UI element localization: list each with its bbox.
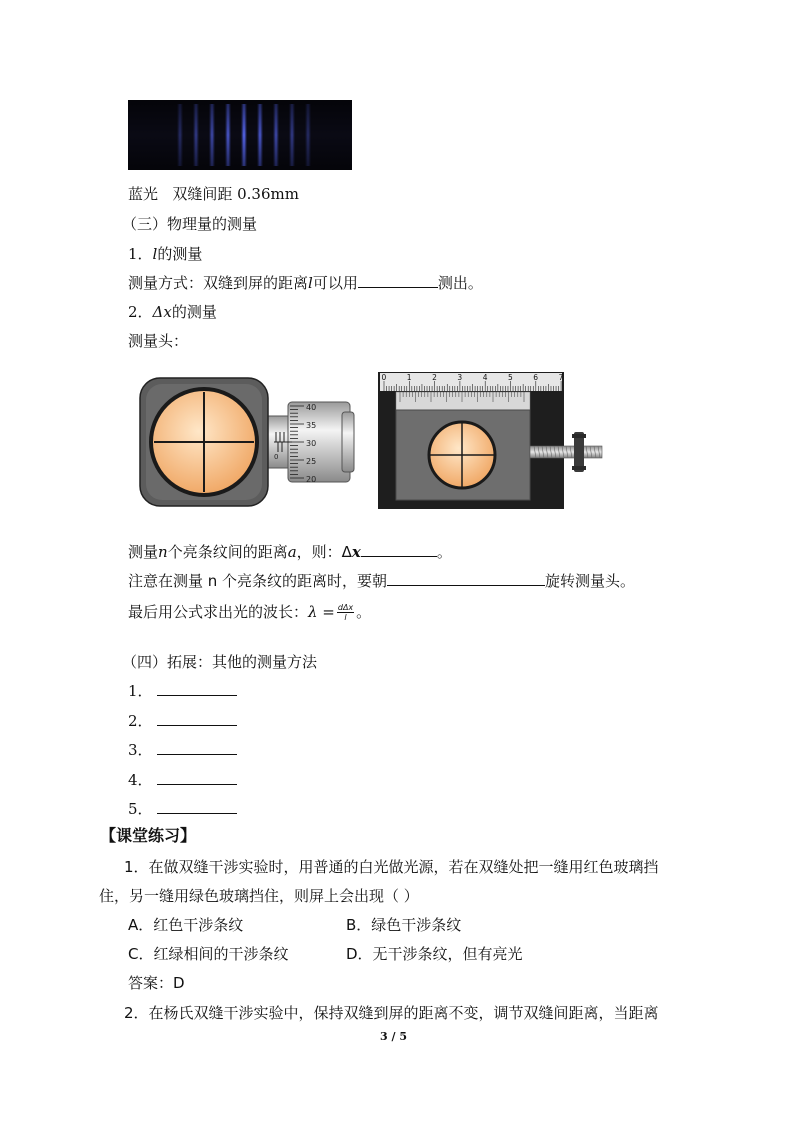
extension-item-number: 5．: [128, 800, 153, 818]
extension-blank[interactable]: [157, 770, 237, 785]
option-c[interactable]: C．红绿相间的干涉条纹: [128, 945, 289, 963]
extension-item-number: 4．: [128, 770, 153, 789]
extension-item-number: 2．: [128, 711, 153, 730]
method-blank[interactable]: [358, 273, 438, 288]
extension-item-number: 3．: [128, 741, 153, 759]
ruler-tick-label: 4: [482, 373, 488, 382]
direction-blank[interactable]: [387, 571, 545, 586]
extension-blank[interactable]: [157, 681, 237, 696]
extension-item: [128, 710, 237, 731]
micrometer-head-diagram: [136, 372, 366, 512]
measure-line: 测量n个亮条纹间的距离a，则：Δx 。: [128, 543, 452, 561]
extension-blank[interactable]: [157, 711, 237, 726]
caption-text: 双缝间距 0.36mm: [172, 185, 299, 203]
svg-text:0: 0: [274, 453, 279, 461]
q2-line1: 2．在杨氏双缝干涉实验中，保持双缝到屏的距离不变，调节双缝间距离，当距离: [124, 1004, 659, 1022]
ruler-tick-label: 0: [381, 373, 387, 382]
practice-title: 【课堂练习】: [100, 826, 197, 845]
formula-line: 最后用公式求出光的波长：λ = $\frac{\text{dΔx}}{l}$ 。: [128, 603, 372, 622]
ruler-tick-label: 1: [406, 373, 412, 382]
option-a[interactable]: A．红色干涉条纹: [128, 916, 244, 934]
extension-item-number: 1．: [128, 682, 153, 700]
caption-label: 蓝光: [128, 185, 159, 203]
section3-title: （三）物理量的测量: [122, 215, 258, 233]
note-line: 注意在测量 n 个亮条纹的距离时，要朝 旋转测量头。: [128, 572, 636, 590]
extension-blank[interactable]: [157, 740, 237, 755]
thimble-tick-label: 30: [306, 439, 317, 448]
item2: 2．Δx的测量: [128, 303, 217, 321]
item1: 1．l的测量: [128, 245, 203, 263]
thimble-tick-label: 25: [306, 457, 317, 466]
option-d[interactable]: D．无干涉条纹，但有亮光: [346, 945, 523, 963]
ruler-head-diagram: [378, 372, 610, 512]
interference-pattern-image: [128, 100, 352, 170]
page-number: 3 / 5: [380, 1030, 407, 1043]
ruler-tick-label: 3: [457, 373, 463, 382]
extension-item: [128, 739, 237, 760]
thimble-tick-label: 35: [306, 421, 317, 430]
extension-blank[interactable]: [157, 799, 237, 814]
thimble-tick-label: 20: [306, 475, 317, 484]
extension-item: [128, 798, 237, 819]
extension-item: [128, 680, 237, 701]
q1-line1: 1．在做双缝干涉实验时，用普通的白光做光源，若在双缝处把一缝用红色玻璃挡: [124, 858, 659, 876]
q1-answer: 答案：D: [128, 974, 185, 992]
option-b[interactable]: B．绿色干涉条纹: [346, 916, 462, 934]
thimble-tick-label: 40: [306, 403, 317, 412]
ruler-tick-label: 6: [533, 373, 539, 382]
extension-item: [128, 769, 237, 790]
q1-line2: 住，另一缝用绿色玻璃挡住，则屏上会出现（ ）: [99, 887, 419, 905]
delta-x-blank[interactable]: [361, 542, 437, 557]
ruler-tick-label: 5: [508, 373, 513, 382]
head-label: 测量头：: [128, 332, 189, 350]
method-line: 测量方式：双缝到屏的距离l可以用 测出。: [128, 274, 483, 292]
ruler-tick-label: 7: [558, 373, 564, 382]
section4-title: （四）拓展：其他的测量方法: [122, 653, 318, 671]
wavelength-fraction: $\frac{\text{dΔx}}{l}$: [337, 603, 354, 622]
ruler-tick-label: 2: [432, 373, 437, 382]
